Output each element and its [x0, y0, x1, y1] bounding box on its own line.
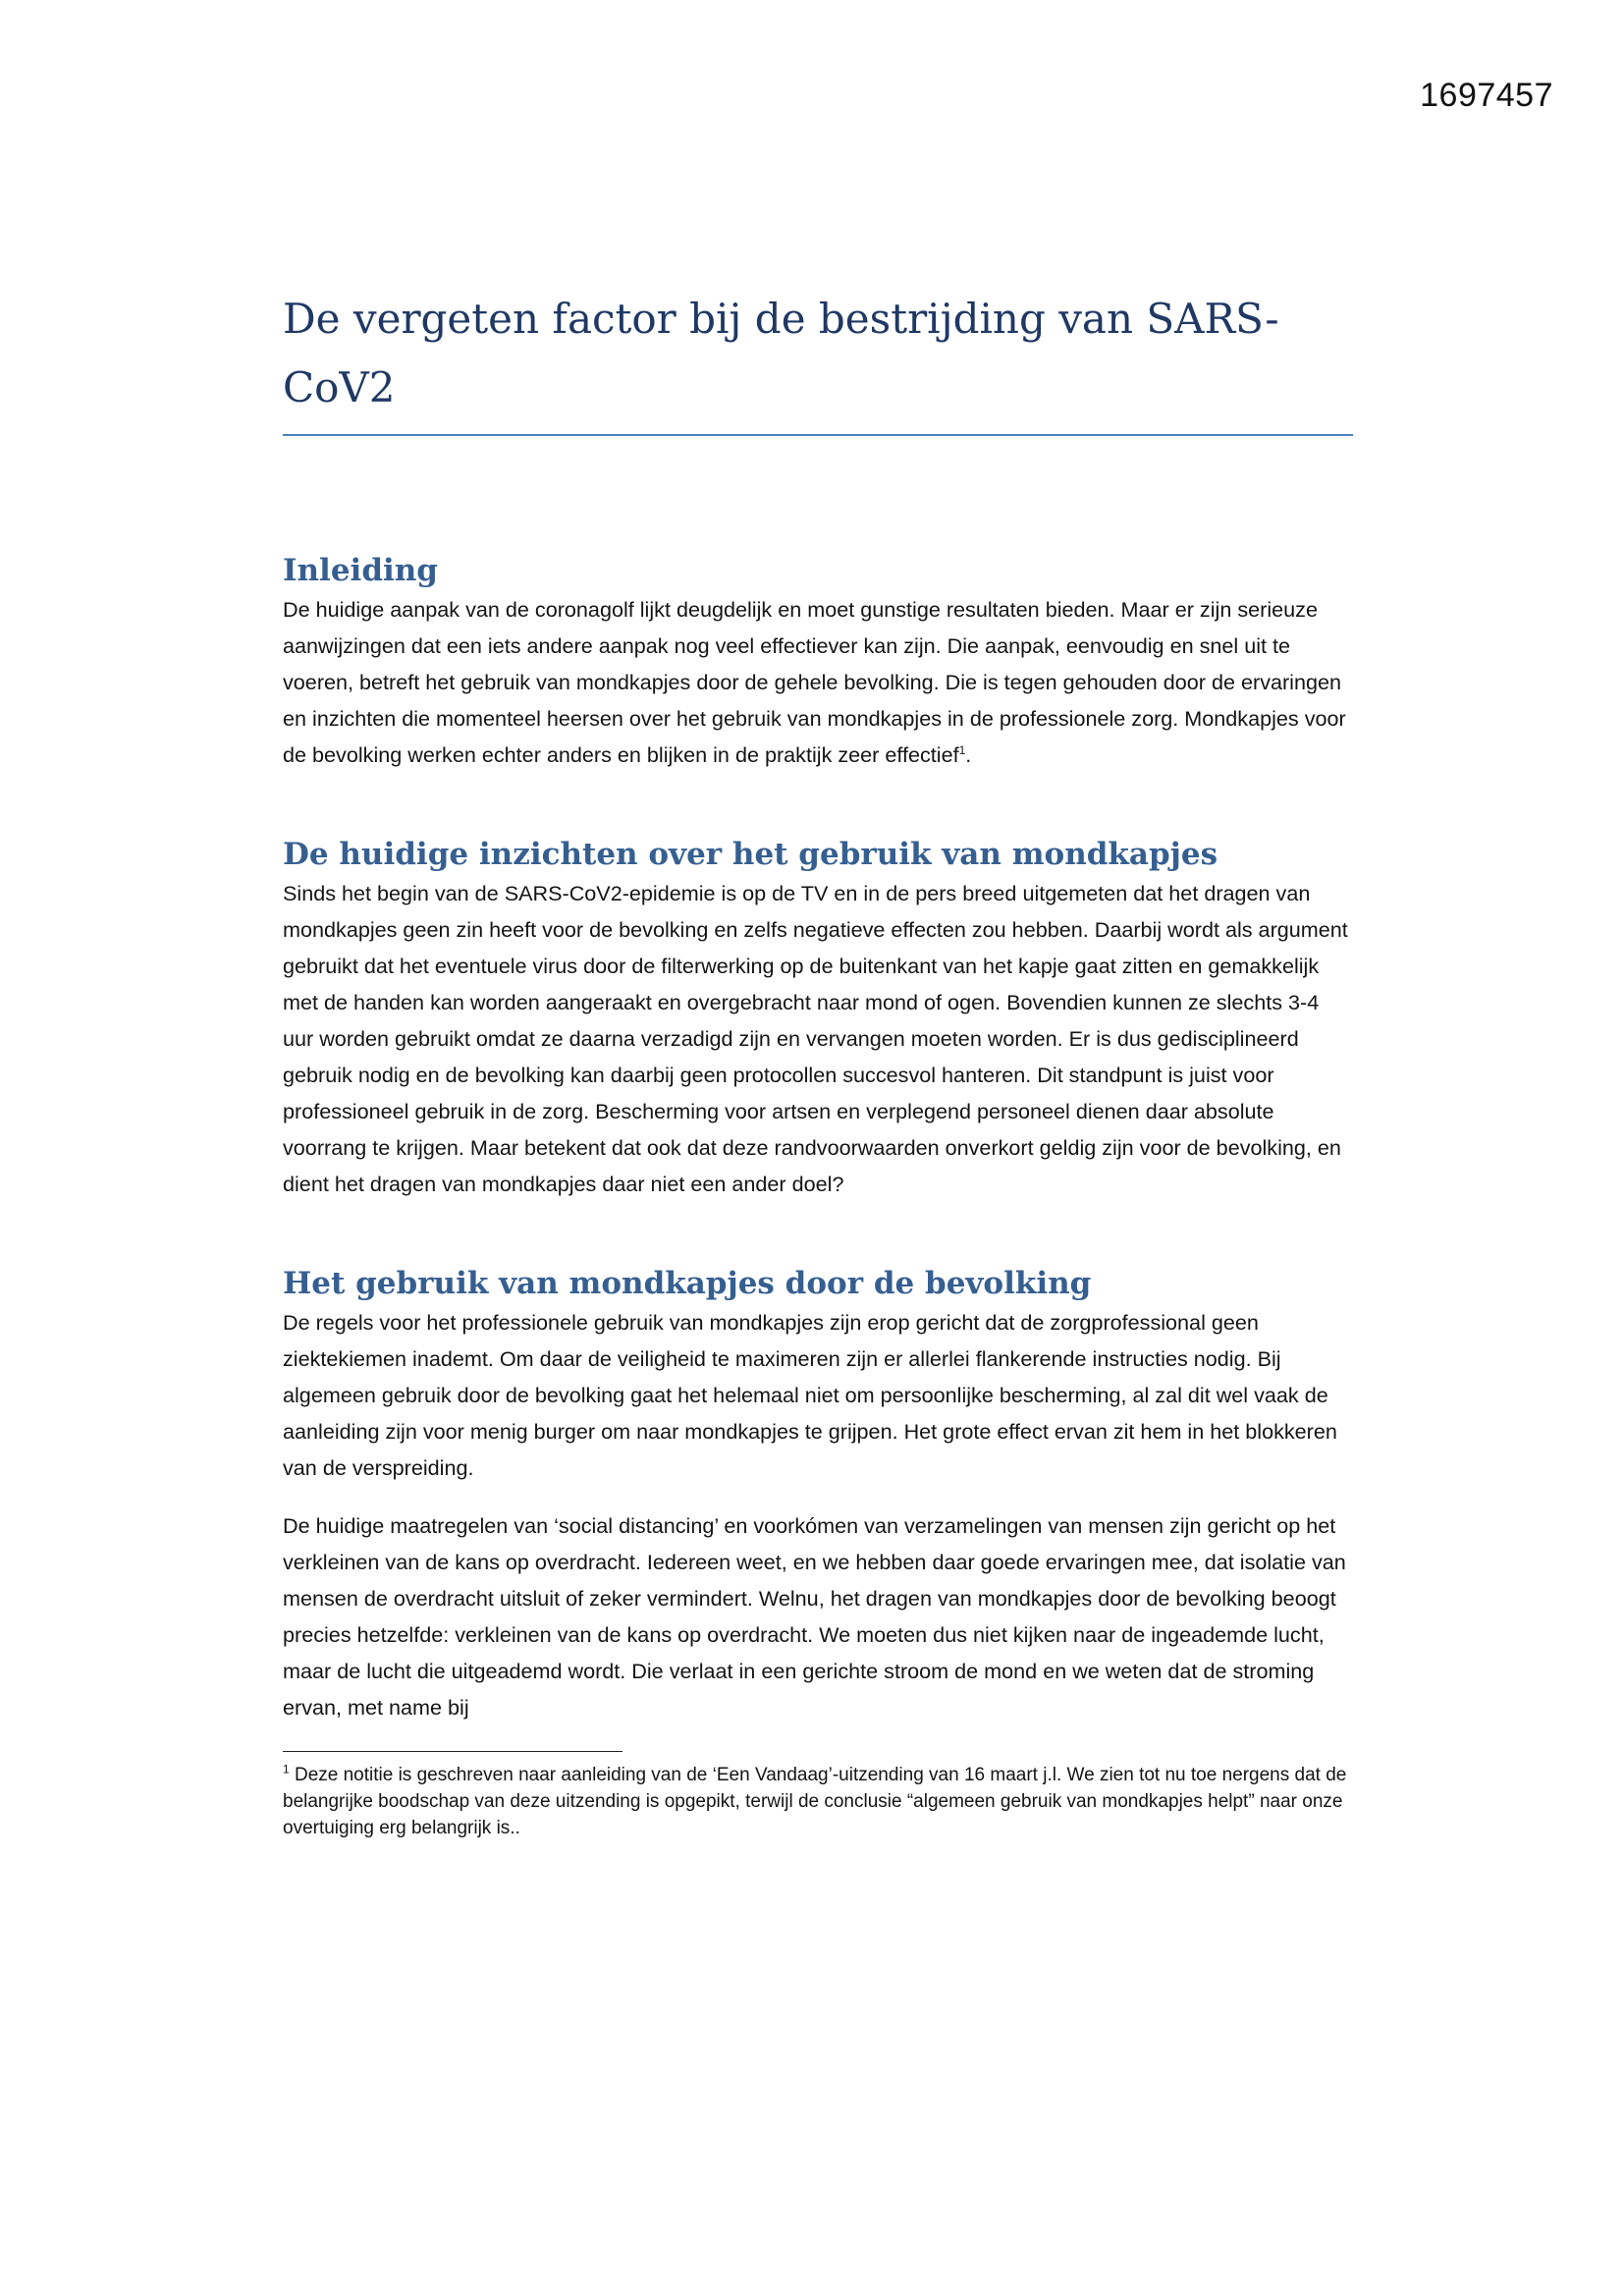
section-huidige-inzichten	[283, 834, 1353, 1202]
section-gebruik-bevolking	[283, 1263, 1353, 1725]
footnote-separator	[283, 1751, 623, 1752]
paragraph: De huidige maatregelen van ‘social distancing’ en voorkómen van verzamelingen van mensen zijn gericht op het verkleinen van de kans op overdracht. Iedereen weet, en we hebben daar goede ervaringen mee, dat isolatie van mensen de overdracht uitsluit of zeker vermindert. Welnu, het dragen van mondkapjes door de bevolking beoogt precies hetzelfde: verkleinen van de kans op overdracht. We moeten dus niet kijken naar de ingeademde lucht, maar de lucht die uitgeademd wordt. Die verlaat in een gerichte stroom de mond en we weten dat de stroming ervan, met name bij	[283, 1513, 1346, 1720]
section-inleiding	[283, 550, 1353, 773]
section-heading: Het gebruik van mondkapjes door de bevolking	[283, 1266, 1092, 1301]
footnote-reference: 1	[958, 742, 966, 757]
footnote-text: Deze notitie is geschreven naar aanleiding van de ‘Een Vandaag’-uitzending van 16 maart j.l. We zien tot nu toe nergens dat de belangrijke boodschap van deze uitzending is opgepikt, terwijl de conclusie “algemeen gebruik van mondkapjes helpt” naar onze overtuiging erg belangrijk is..	[283, 1765, 1347, 1838]
page-content	[283, 285, 1353, 1841]
footnote-area	[283, 1751, 1353, 1841]
footnote	[283, 1762, 1353, 1841]
footnote-number: 1	[283, 1762, 290, 1777]
paragraph-text: De huidige aanpak van de coronagolf lijkt deugdelijk en moet gunstige resultaten bieden. Maar er zijn serieuze aanwijzingen dat een iets andere aanpak nog veel effectiever kan zijn. Die aanpak, eenvoudig en snel uit te voeren, betreft het gebruik van mondkapjes door de gehele bevolking. Die is tegen gehouden door de ervaringen en inzichten die momenteel heersen over het gebruik van mondkapjes in de professionele zorg. Mondkapjes voor de bevolking werken echter anders en blijken in de praktijk zeer effectief	[283, 597, 1346, 767]
paragraph: Sinds het begin van de SARS-CoV2-epidemie is op de TV en in de pers breed uitgemeten dat het dragen van mondkapjes geen zin heeft voor de bevolking en zelfs negatieve effecten zou hebben. Daarbij wordt als argument gebruikt dat het eventuele virus door de filterwerking op de buitenkant van het kapje gaat zitten en gemakkelijk met de handen kan worden aangeraakt en overgebracht naar mond of ogen. Bovendien kunnen ze slechts 3-4 uur worden gebruikt omdat ze daarna verzadigd zijn en vervangen moeten worden. Er is dus gedisciplineerd gebruik nodig en de bevolking kan daarbij geen protocollen succesvol hanteren. Dit standpunt is juist voor professioneel gebruik in de zorg. Bescherming voor artsen en verplegend personeel dienen daar absolute voorrang te krijgen. Maar betekent dat ook dat deze randvoorwaarden onverkort geldig zijn voor de bevolking, en dient het dragen van mondkapjes daar niet een ander doel?	[283, 881, 1348, 1196]
paragraph: De huidige aanpak van de coronagolf lijkt deugdelijk en moet gunstige resultaten bieden. Maar er zijn serieuze aanwijzingen dat een iets andere aanpak nog veel effectiever kan zijn. Die aanpak, eenvoudig en snel uit te voeren, betreft het gebruik van mondkapjes door de gehele bevolking. Die is tegen gehouden door de ervaringen en inzichten die momenteel heersen over het gebruik van mondkapjes in de professionele zorg. Mondkapjes voor de bevolking werken echter anders en blijken in de praktijk zeer effectief$^1$.	[283, 597, 1346, 767]
document-id: 1697457	[1420, 77, 1553, 114]
paragraph: De regels voor het professionele gebruik van mondkapjes zijn erop gericht dat de zorgprofessional geen ziektekiemen inademt. Om daar de veiligheid te maximeren zijn er allerlei flankerende instructies nodig. Bij algemeen gebruik door de bevolking gaat het helemaal niet om persoonlijke bescherming, al zal dit wel vaak de aanleiding zijn voor menig burger om naar mondkapjes te grijpen. Het grote effect ervan zit hem in het blokkeren van de verspreiding.	[283, 1310, 1337, 1480]
section-heading: De huidige inzichten over het gebruik van mondkapjes	[283, 837, 1218, 872]
document-title: De vergeten factor bij de bestrijding van SARS-CoV2	[283, 285, 1353, 436]
section-heading: Inleiding	[283, 553, 438, 588]
